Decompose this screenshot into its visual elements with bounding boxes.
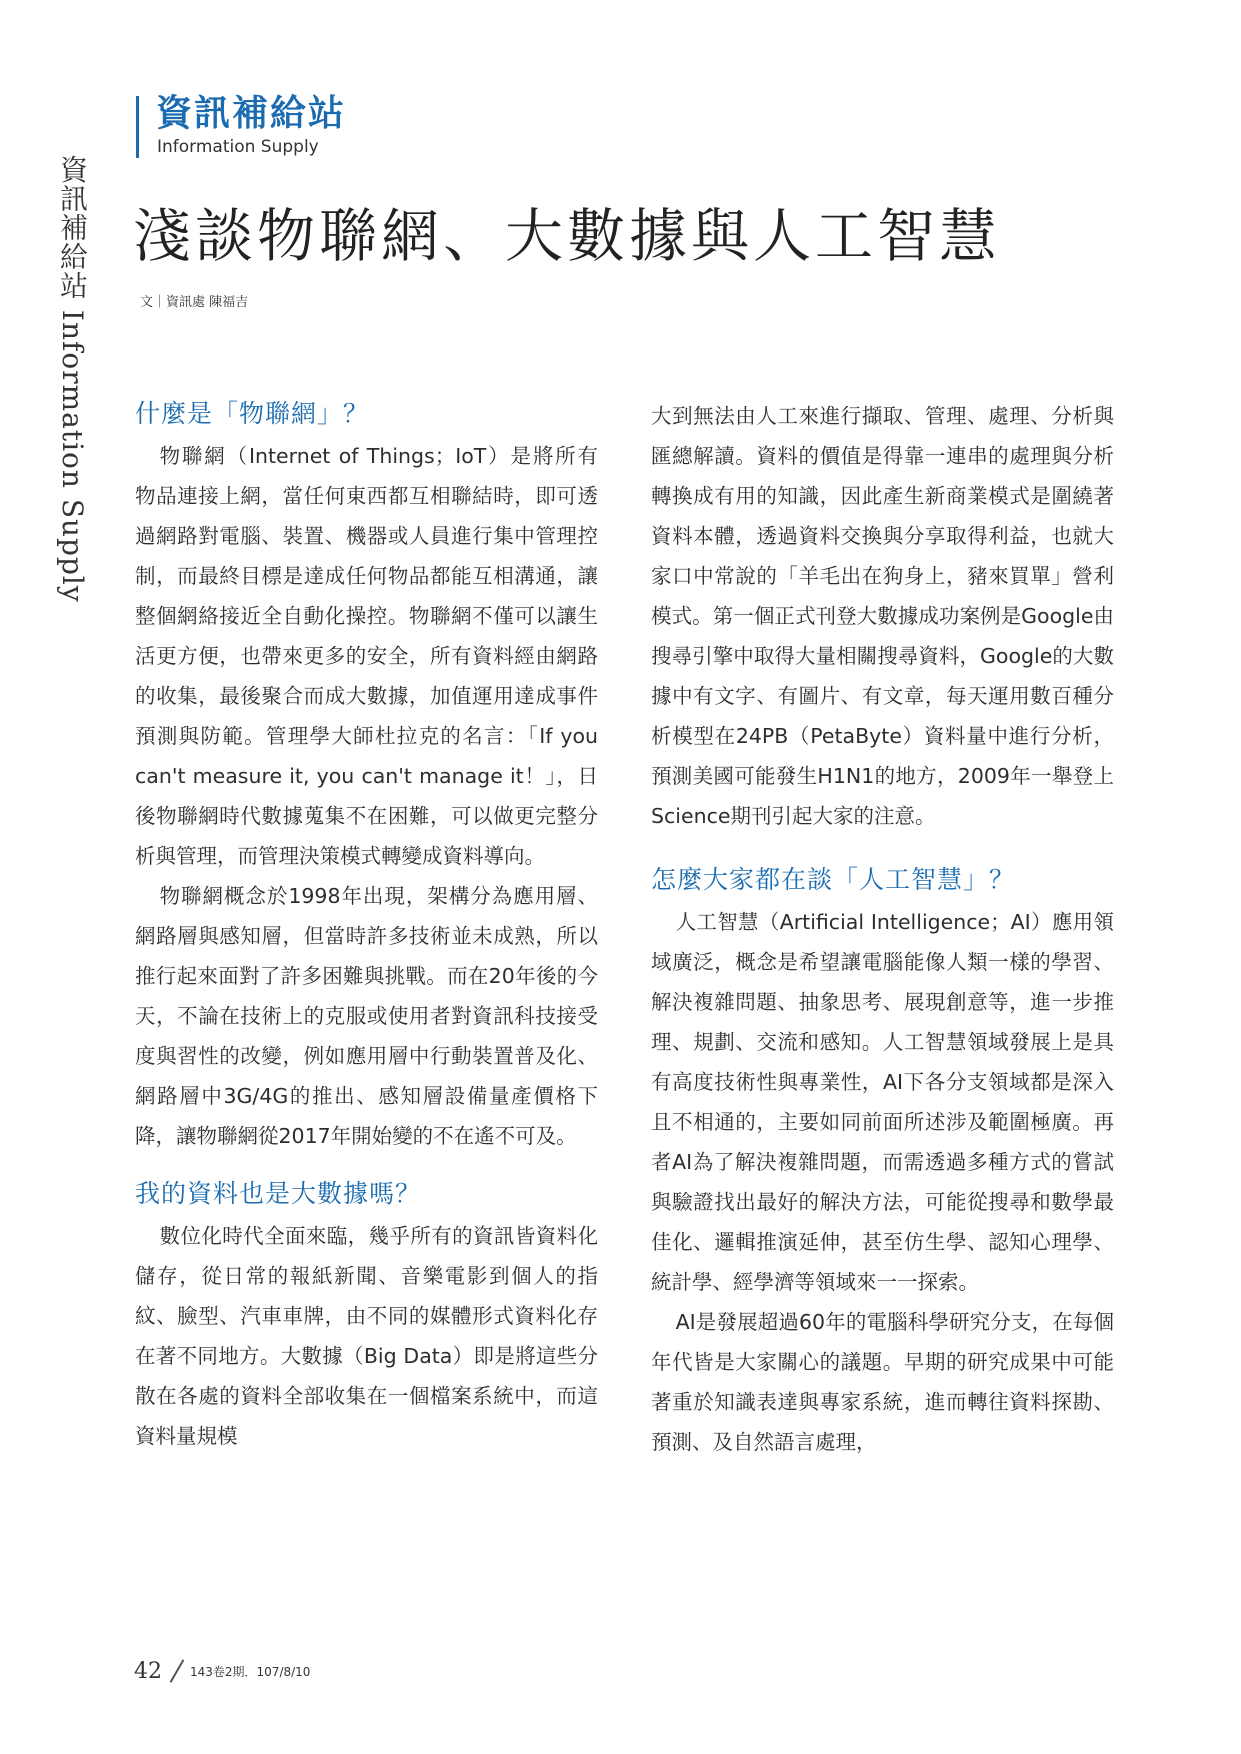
page-footer (134, 1658, 310, 1684)
vertical-section-label: 資訊補給站 Information Supply (56, 155, 89, 603)
section-accent-bar (136, 96, 139, 158)
section-title-en: Information Supply (157, 137, 319, 157)
paragraph: 物聯網概念於1998年出現，架構分為應用層、網路層與感知層，但當時許多技術並未成熟，所以推行起來面對了許多困難與挑戰。而在20年後的今天，不論在技術上的克服或使用者對資訊科技接受度與習性的改變，例如應用層中行動裝置普及化、網路層中3G/4G的推出、感知層設備量產價格下降，讓物聯網從2017年開始變的不在遙不可及。 (135, 884, 598, 1148)
heading-ai: 怎麼大家都在談「人工智慧」？ (651, 865, 1016, 894)
section-title-zh: 資訊補給站 (156, 93, 347, 134)
paragraph: 大到無法由人工來進行擷取、管理、處理、分析與匯總解讀。資料的價值是得靠一連串的處理與分析轉換成有用的知識，因此產生新商業模式是圍繞著資料本體，透過資料交換與分享取得利益，也就大家口中常說的「羊毛出在狗身上，豬來買單」營利模式。第一個正式刊登大數據成功案例是Google由搜尋引擎中取得大量相關搜尋資料，Google的大數據中有文字、有圖片、有文章，每天運用數百種分析模型在24PB（PetaByte）資料量中進行分析，預測美國可能發生H1N1的地方，2009年一舉登上Science期刊引起大家的注意。 (651, 404, 1114, 828)
right-column (651, 396, 1114, 1462)
heading-big-data: 我的資料也是大數據嗎？ (135, 1179, 422, 1208)
left-column (135, 396, 598, 1456)
heading-iot: 什麼是「物聯網」？ (135, 399, 370, 428)
paragraph: AI是發展超過60年的電腦科學研究分支，在每個年代皆是大家關心的議題。早期的研究成果中可能著重於知識表達與專家系統，進而轉往資料探勘、預測、及自然語言處理， (651, 1310, 1114, 1454)
issue-info: 143卷2期．107/8/10 (190, 1664, 311, 1679)
paragraph: 物聯網（Internet of Things；IoT）是將所有物品連接上網，當任何東西都互相聯結時，即可透過網路對電腦、裝置、機器或人員進行集中管理控制，而最終目標是達成任何物品都能互相溝通，讓整個網絡接近全自動化操控。物聯網不僅可以讓生活更方便，也帶來更多的安全，所有資料經由網路的收集，最後聚合而成大數據，加值運用達成事件預測與防範。管理學大師杜拉克的名言：「If you can't measure it, you can't manage it！」，日後物聯網時代數據蒐集不在困難，可以做更完整分析與管理，而管理決策模式轉變成資料導向。 (135, 444, 598, 868)
article-title: 淺談物聯網、大數據與人工智慧 (133, 202, 1002, 270)
article-byline: 文｜資訊處 陳福吉 (140, 295, 249, 310)
paragraph: 人工智慧（Artificial Intelligence；AI）應用領域廣泛，概念是希望讓電腦能像人類一樣的學習、解決複雜問題、抽象思考、展現創意等，進一步推理、規劃、交流和感知。人工智慧領域發展上是具有高度技術性與專業性，AI下各分支領域都是深入且不相通的，主要如同前面所述涉及範圍極廣。再者AI為了解決複雜問題，而需透過多種方式的嘗試與驗證找出最好的解決方法，可能從搜尋和數學最佳化、邏輯推演延伸，甚至仿生學、認知心理學、統計學、經學濟等領域來一一探索。 (651, 910, 1114, 1294)
footer-slash-divider (170, 1659, 185, 1683)
paragraph: 數位化時代全面來臨，幾乎所有的資訊皆資料化儲存，從日常的報紙新聞、音樂電影到個人的指紋、臉型、汽車車牌，由不同的媒體形式資料化存在著不同地方。大數據（Big Data）即是將這些分散在各處的資料全部收集在一個檔案系統中，而這資料量規模 (135, 1224, 598, 1448)
page-number: 42 (134, 1658, 162, 1684)
